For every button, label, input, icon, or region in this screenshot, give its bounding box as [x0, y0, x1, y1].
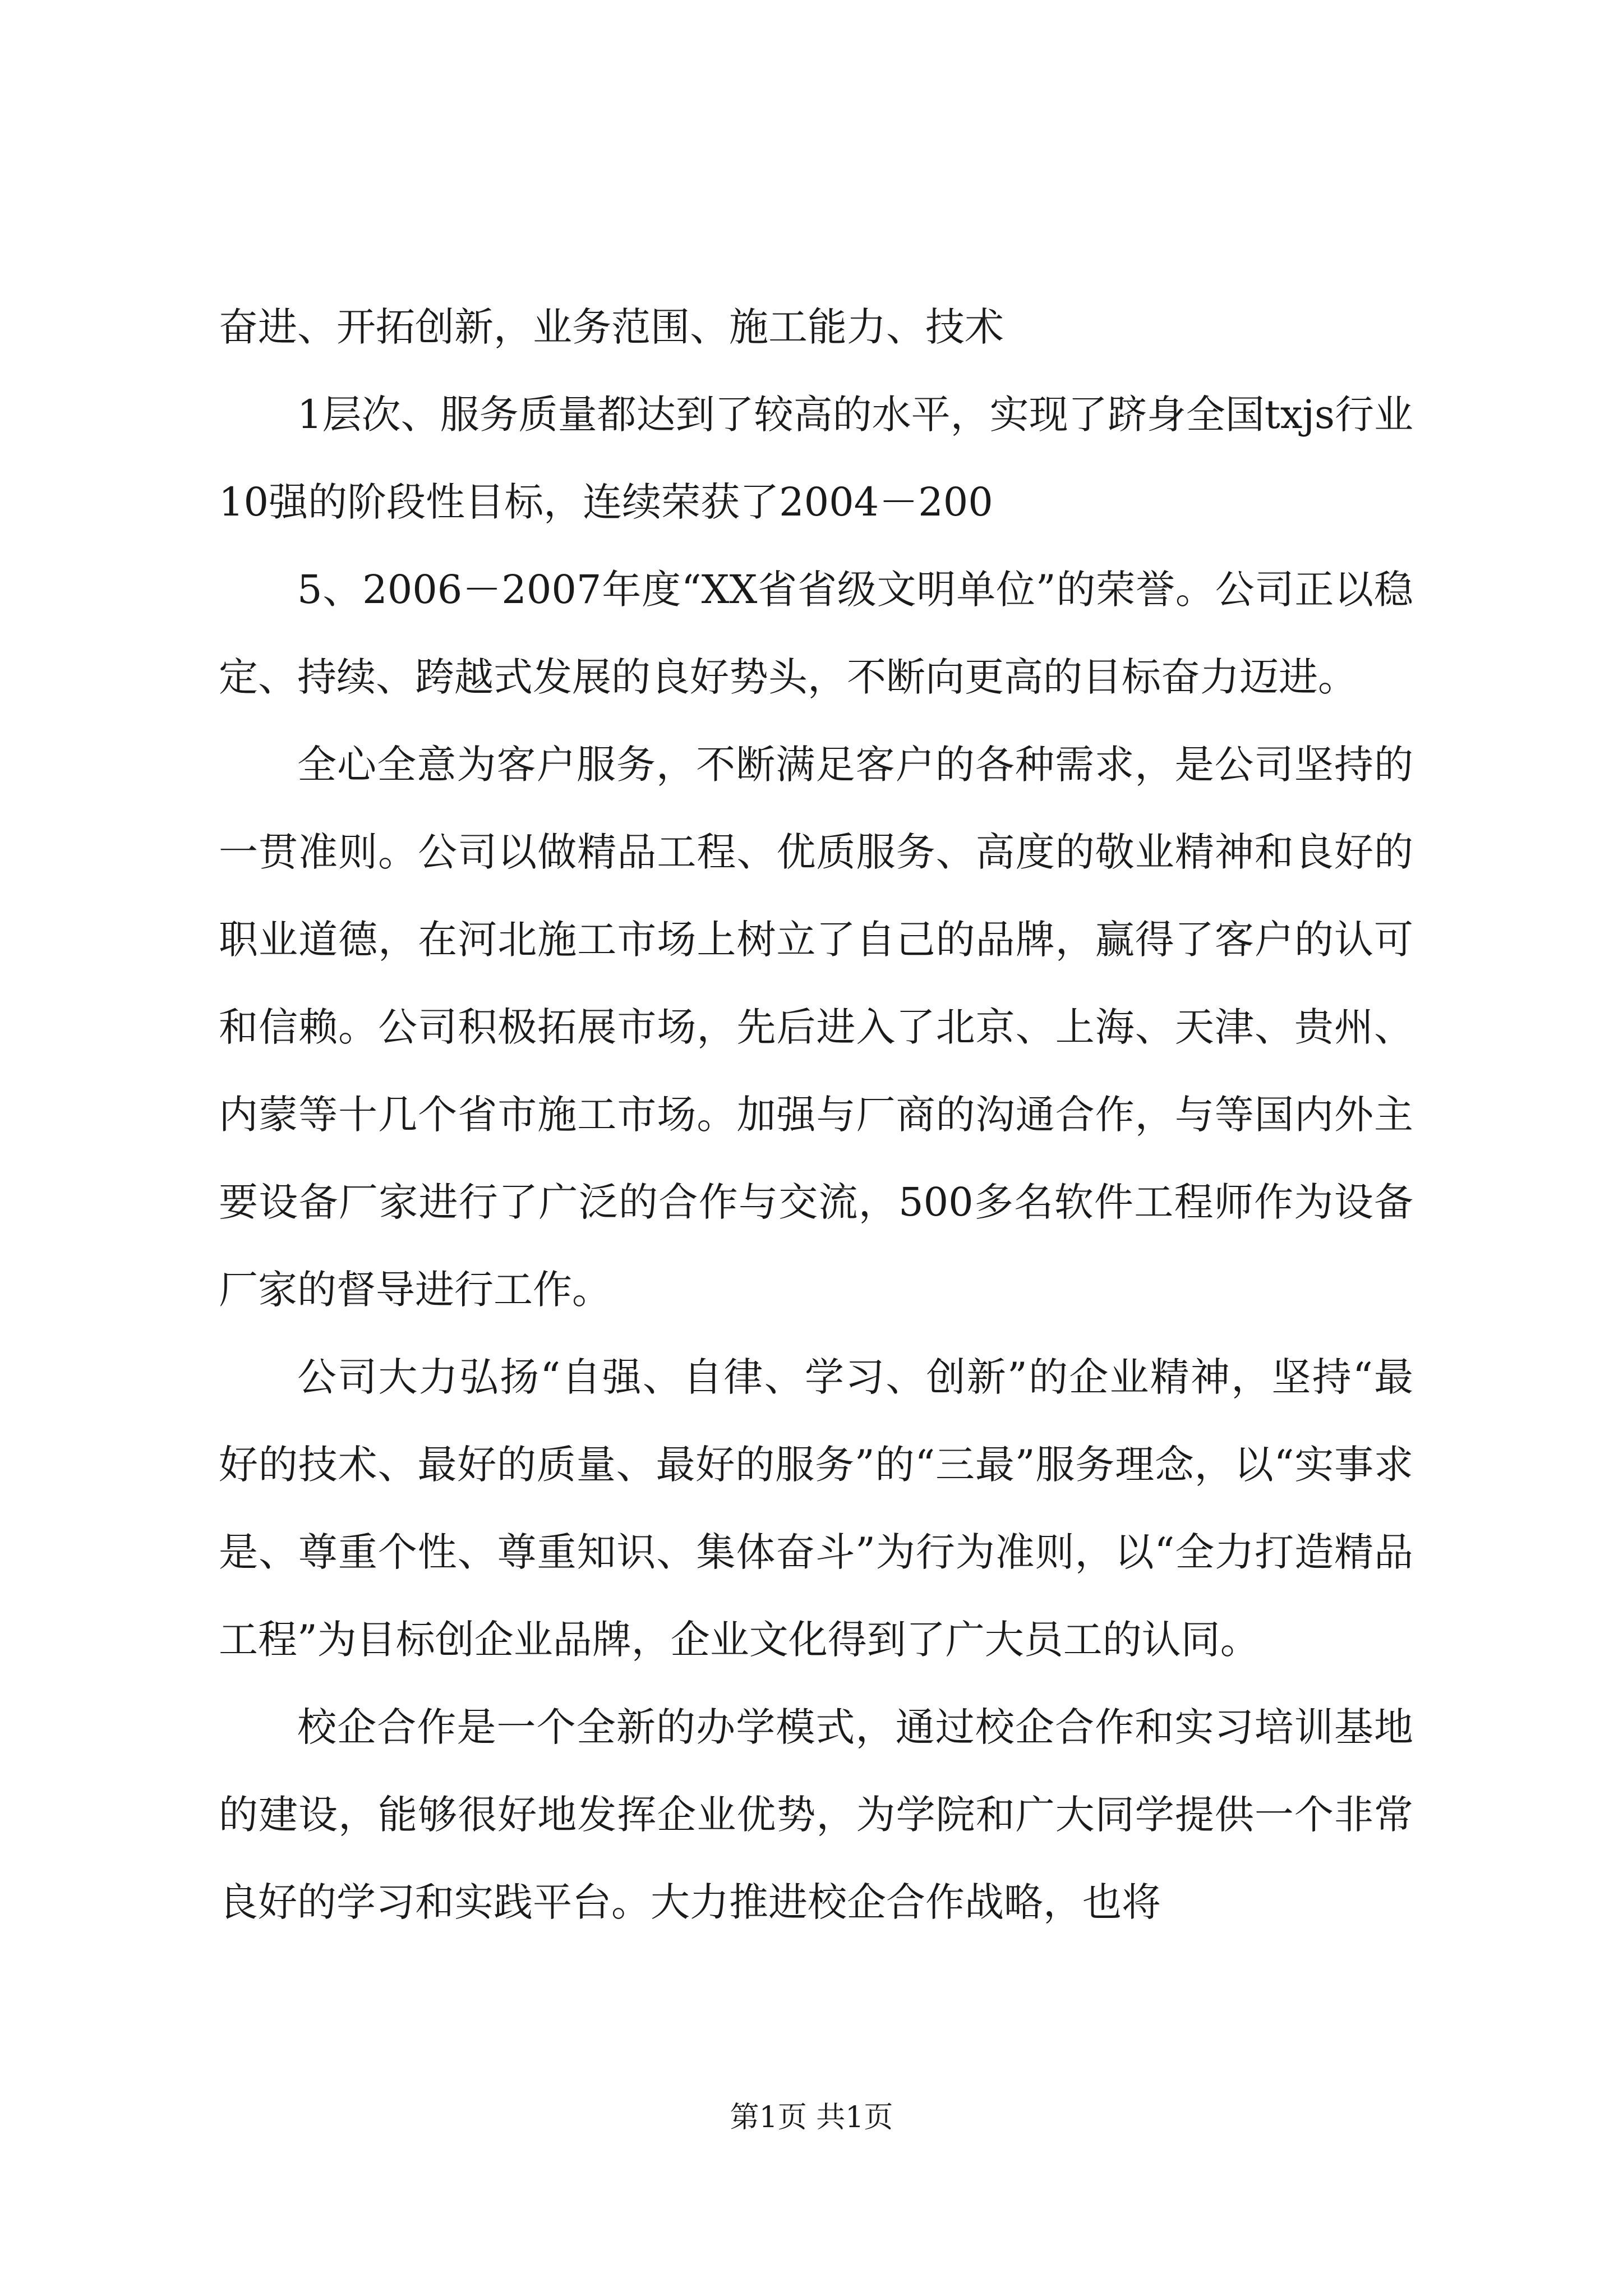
paragraph-6: 校企合作是一个全新的办学模式，通过校企合作和实习培训基地的建设，能够很好地发挥企业优势，为学院和广大同学提供一个非常良好的学习和实践平台。大力推进校企合作战略，也将	[219, 1704, 1413, 1925]
paragraph-1: 奋进、开拓创新，业务范围、施工能力、技术	[219, 304, 1004, 350]
page-number: 第1页 共1页	[730, 2101, 893, 2134]
paragraph-3: 5、2006－2007年度“XX省省级文明单位”的荣誉。公司正以稳定、持续、跨越式发展的良好势头，不断向更高的目标奋力迈进。	[219, 567, 1413, 700]
page-footer	[0, 2098, 1623, 2137]
document-body	[219, 283, 1413, 1946]
paragraph-2: 1层次、服务质量都达到了较高的水平，实现了跻身全国txjs行业10强的阶段性目标，连续荣获了2004－200	[219, 392, 1413, 525]
paragraph-5: 公司大力弘扬“自强、自律、学习、创新”的企业精神，坚持“最好的技术、最好的质量、最好的服务”的“三最”服务理念，以“实事求是、尊重个性、尊重知识、集体奋斗”为行为准则，以“全力打造精品工程”为目标创企业品牌，企业文化得到了广大员工的认同。	[219, 1354, 1413, 1663]
paragraph-4: 全心全意为客户服务，不断满足客户的各种需求，是公司坚持的一贯准则。公司以做精品工程、优质服务、高度的敬业精神和良好的职业道德，在河北施工市场上树立了自己的品牌，赢得了客户的认可和信赖。公司积极拓展市场，先后进入了北京、上海、天津、贵州、内蒙等十几个省市施工市场。加强与厂商的沟通合作，与等国内外主要设备厂家进行了广泛的合作与交流，500多名软件工程师作为设备厂家的督导进行工作。	[219, 742, 1413, 1313]
